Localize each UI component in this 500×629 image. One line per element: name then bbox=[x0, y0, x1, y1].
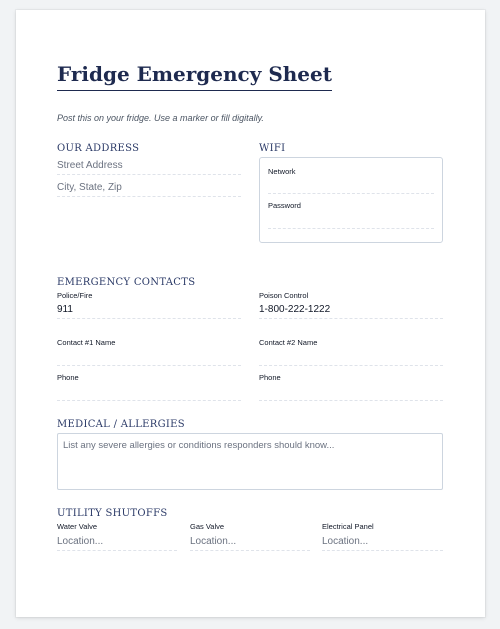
contact-1-name-label: Contact #1 Name bbox=[57, 338, 116, 347]
police-fire-field[interactable] bbox=[57, 304, 241, 319]
water-valve-label: Water Valve bbox=[57, 522, 98, 531]
electrical-panel-field[interactable] bbox=[322, 536, 443, 551]
utility-shutoffs-heading: UTILITY SHUTOFFS bbox=[57, 508, 168, 519]
network-label: Network bbox=[268, 167, 296, 176]
contact-2-phone-label: Phone bbox=[259, 373, 281, 382]
police-fire-label: Police/Fire bbox=[57, 291, 93, 300]
contact-2-name-label: Contact #2 Name bbox=[259, 338, 318, 347]
password-field[interactable] bbox=[268, 215, 434, 229]
street-address-field[interactable] bbox=[57, 160, 241, 175]
page-subtitle: Post this on your fridge. Use a marker or fill digitally. bbox=[57, 113, 264, 123]
contact-1-phone-label: Phone bbox=[57, 373, 79, 382]
page-title: Fridge Emergency Sheet bbox=[57, 62, 332, 91]
password-label: Password bbox=[268, 201, 301, 210]
emergency-sheet bbox=[16, 10, 485, 617]
gas-valve-field[interactable] bbox=[190, 536, 310, 551]
contact-2-name-field[interactable] bbox=[259, 351, 443, 366]
contact-2-phone-field[interactable] bbox=[259, 386, 443, 401]
contact-1-name-field[interactable] bbox=[57, 351, 241, 366]
emergency-contacts-heading: EMERGENCY CONTACTS bbox=[57, 277, 196, 288]
contact-1-phone-field[interactable] bbox=[57, 386, 241, 401]
electrical-panel-label: Electrical Panel bbox=[322, 522, 374, 531]
city-state-zip-field[interactable] bbox=[57, 182, 241, 197]
address-heading: OUR ADDRESS bbox=[57, 143, 140, 154]
medical-allergies-heading: MEDICAL / ALLERGIES bbox=[57, 419, 185, 430]
water-valve-field[interactable] bbox=[57, 536, 177, 551]
medical-allergies-textarea[interactable] bbox=[57, 433, 443, 490]
wifi-box bbox=[259, 157, 443, 243]
poison-control-label: Poison Control bbox=[259, 291, 309, 300]
wifi-heading: WIFI bbox=[259, 143, 286, 154]
poison-control-field[interactable] bbox=[259, 304, 443, 319]
gas-valve-label: Gas Valve bbox=[190, 522, 225, 531]
network-field[interactable] bbox=[268, 180, 434, 194]
